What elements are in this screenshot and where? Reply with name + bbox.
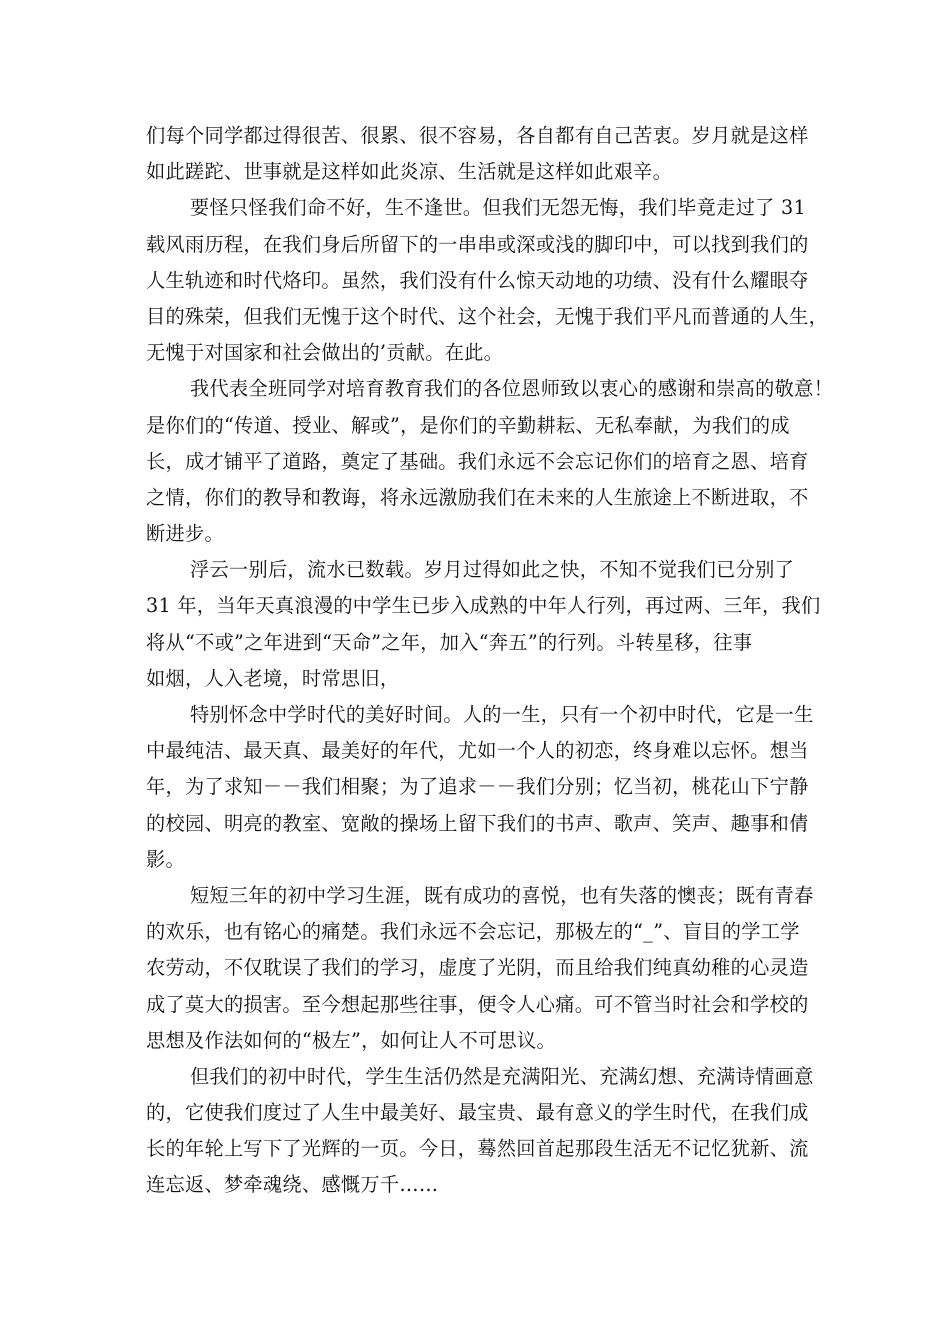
text-line: 思想及作法如何的“极左”，如何让人不可思议。 (146, 1028, 556, 1052)
text-line: 年，为了求知－－我们相聚；为了追求－－我们分别；忆当初，桃花山下宁静 (146, 775, 809, 799)
text-line: 如此蹉跎、世事就是这样如此炎凉、生活就是这样如此艰辛。 (146, 160, 673, 184)
text-line: 的校园、明亮的教室、宽敞的操场上留下我们的书声、歌声、笑声、趣事和倩 (146, 811, 809, 835)
text-line: 人生轨迹和时代烙印。虽然，我们没有什么惊天动地的功绩、没有什么耀眼夺 (146, 268, 809, 292)
text-line: 影。 (146, 847, 185, 871)
text-line: 农劳动，不仅耽误了我们的学习，虚度了光阴，而且给我们纯真幼稚的心灵造 (146, 956, 809, 980)
paragraph-1 (146, 118, 809, 190)
text-line: 中最纯洁、最天真、最美好的年代，尤如一个人的初恋，终身难以忘怀。想当 (146, 739, 809, 763)
text-line: 将从“不或”之年进到“天命”之年，加入“奔五”的行列。斗转星移，往事 (146, 630, 753, 654)
text-line: 31 年，当年天真浪漫的中学生已步入成熟的中年人行列，再过两、三年，我们 (146, 594, 821, 618)
text-line: 是你们的“传道、授业、解或”，是你们的辛勤耕耘、无私奉献，为我们的成 (146, 413, 790, 437)
text-line: 但我们的初中时代，学生生活仍然是充满阳光、充满幻想、充满诗情画意 (190, 1064, 814, 1088)
text-line: 们每个同学都过得很苦、很累、很不容易，各自都有自己苦衷。岁月就是这样 (146, 124, 809, 147)
text-line: 载风雨历程，在我们身后所留下的一串串或深或浅的脚印中，可以找到我们的 (146, 232, 809, 256)
text-line: 浮云一别后，流水已数载。岁月过得如此之快，不知不觉我们已分别了 (190, 558, 795, 582)
paragraph-3 (146, 371, 834, 552)
text-line: 要怪只怪我们命不好，生不逢世。但我们无怨无悔，我们毕竟走过了 31 (190, 196, 807, 220)
text-line: 无愧于对国家和社会做出的’贡献。在此。 (146, 341, 504, 365)
text-line: 连忘返、梦牵魂绕、感慨万千…… (146, 1173, 439, 1197)
paragraph-2 (146, 190, 829, 371)
text-line: 我代表全班同学对培育教育我们的各位恩师致以衷心的感谢和崇高的敬意！ (190, 377, 834, 401)
text-line: 如烟，人入老境，时常思旧， (146, 666, 400, 690)
text-line: 短短三年的初中学习生涯，既有成功的喜悦，也有失落的懊丧；既有青春 (190, 883, 814, 907)
paragraph-7 (146, 1059, 814, 1204)
text-line: 长，成才铺平了道路，奠定了基础。我们永远不会忘记你们的培育之恩、培育 (146, 449, 809, 473)
text-line: 目的殊荣，但我们无愧于这个时代、这个社会，无愧于我们平凡而普通的人生， (146, 304, 829, 328)
text-line: 特别怀念中学时代的美好时间。人的一生，只有一个初中时代，它是一生 (190, 703, 814, 726)
text-line: 成了莫大的损害。至今想起那些往事，便令人心痛。可不管当时社会和学校的 (146, 992, 809, 1016)
text-line: 长的年轮上写下了光辉的一页。今日，蓦然回首起那段生活无不记忆犹新、流 (146, 1137, 809, 1161)
text-line: 之情，你们的教导和教诲，将永远激励我们在未来的人生旅途上不断进取，不 (146, 485, 809, 509)
paragraph-6 (146, 878, 814, 1059)
paragraph-4 (146, 552, 821, 697)
text-line: 的，它使我们度过了人生中最美好、最宝贵、最有意义的学生时代，在我们成 (146, 1101, 809, 1125)
document-body (146, 118, 834, 1204)
paragraph-5 (146, 697, 814, 878)
text-line: 断进步。 (146, 522, 224, 546)
text-line: 的欢乐，也有铭心的痛楚。我们永远不会忘记，那极左的“_”、盲目的学工学 (146, 920, 800, 944)
